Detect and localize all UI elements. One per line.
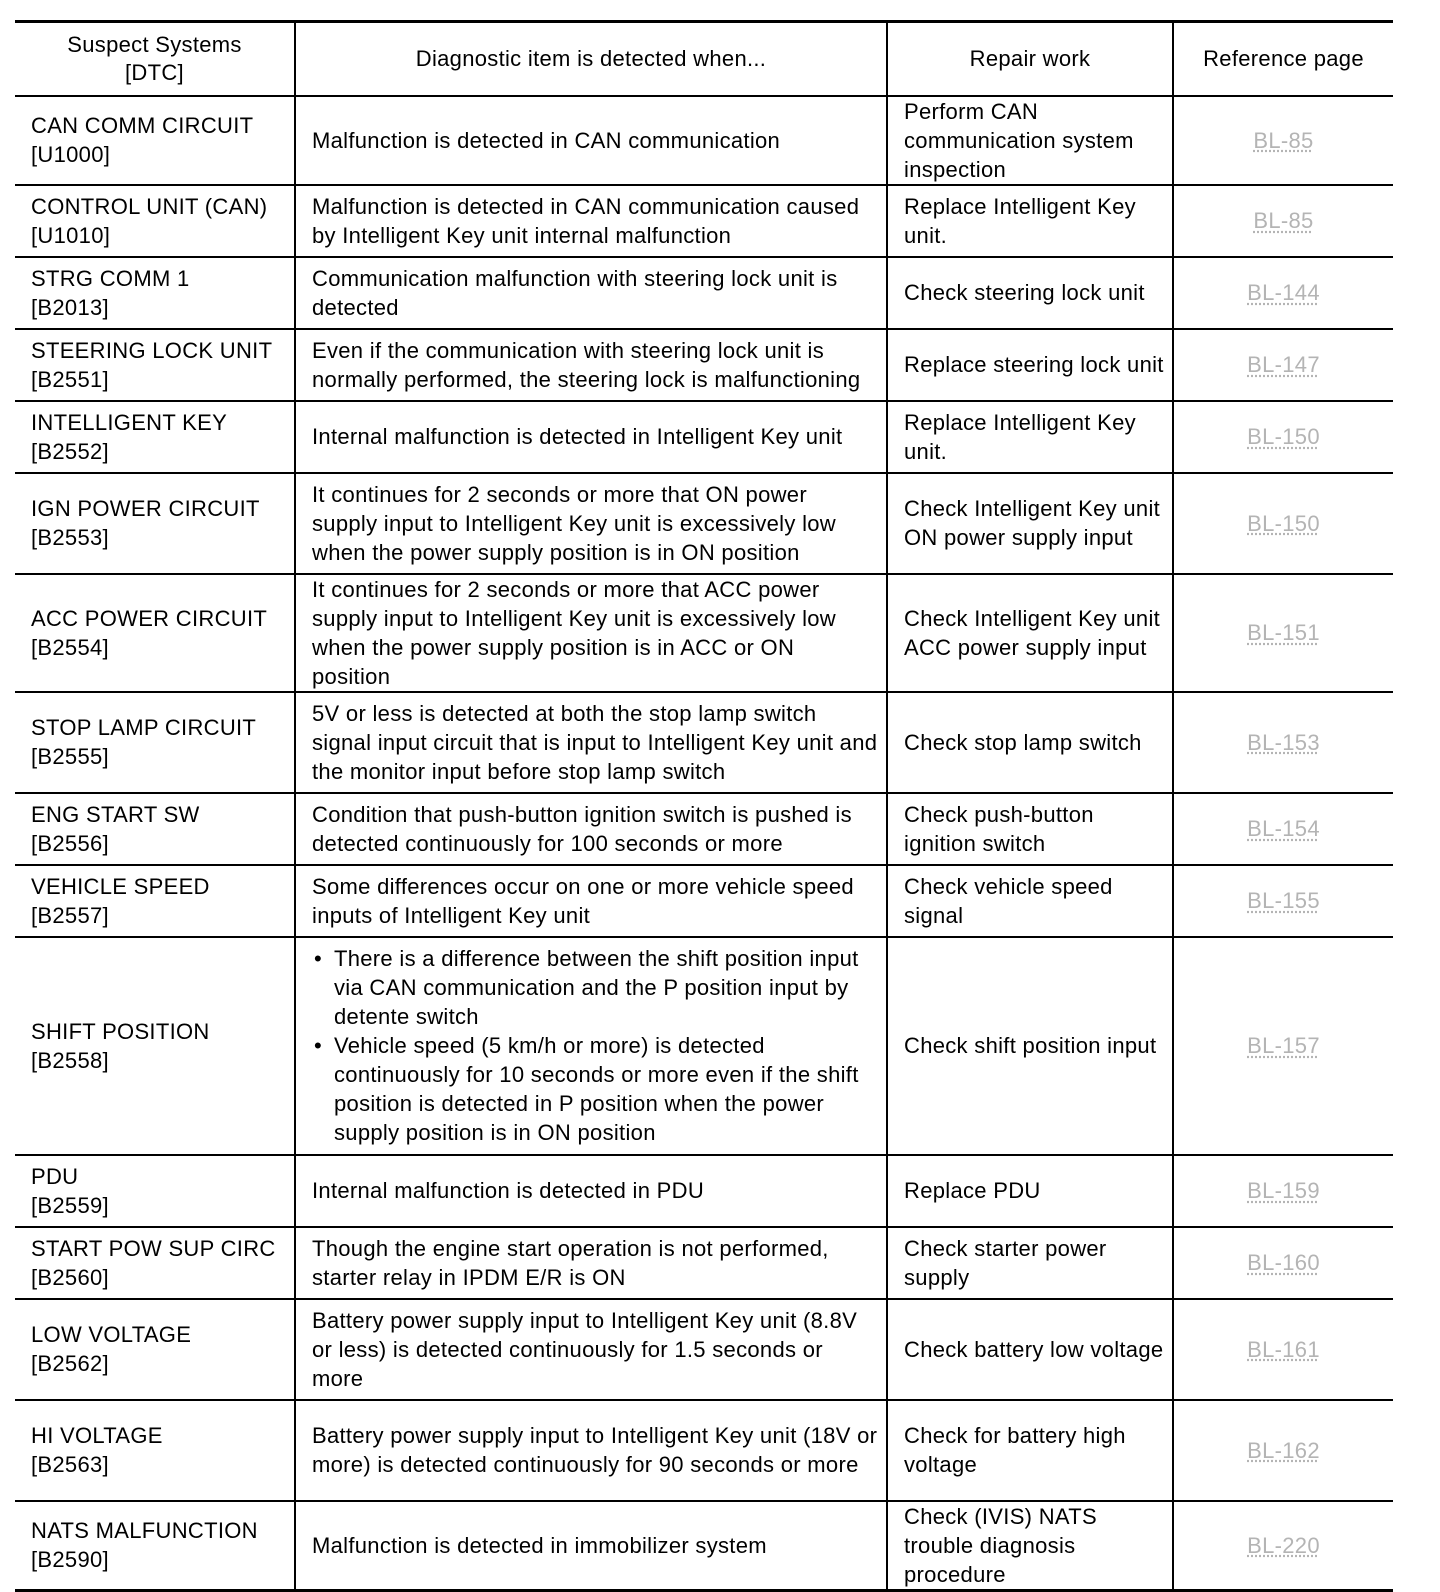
diagnostic-bullet-item: • There is a difference between the shift position input via CAN communication and the P position input by detente switch [312, 944, 878, 1031]
cell-repair-work: Check stop lamp switch [887, 692, 1173, 793]
cell-reference-page [1173, 1227, 1393, 1299]
header-reference-page: Reference page [1173, 22, 1393, 96]
system-name: ACC POWER CIRCUIT [31, 605, 268, 631]
cell-reference-page [1173, 473, 1393, 574]
table-row [15, 1501, 1393, 1591]
system-name: STRG COMM 1 [31, 265, 190, 291]
diagnostic-bullet-item: • Vehicle speed (5 km/h or more) is detected continuously for 10 seconds or more even if the shift position is detected in P position when the power supply position is in ON position [312, 1031, 878, 1147]
cell-reference-page [1173, 937, 1393, 1155]
cell-reference-page [1173, 1501, 1393, 1591]
reference-page-link[interactable]: BL-162 [1247, 1437, 1320, 1463]
header-row [15, 22, 1393, 96]
dtc-code: [B2013] [31, 294, 109, 320]
cell-repair-work: Replace Intelligent Key unit. [887, 401, 1173, 473]
cell-reference-page [1173, 185, 1393, 257]
cell-reference-page [1173, 96, 1393, 185]
cell-suspect-system [15, 401, 295, 473]
reference-page-link[interactable]: BL-155 [1247, 888, 1320, 913]
table-row [15, 401, 1393, 473]
dtc-code: [B2557] [31, 902, 109, 928]
system-name: SHIFT POSITION [31, 1018, 210, 1044]
system-name: IGN POWER CIRCUIT [31, 496, 260, 521]
header-repair-work: Repair work [887, 22, 1173, 96]
system-name: STEERING LOCK UNIT [31, 337, 273, 363]
cell-suspect-system [15, 96, 295, 185]
cell-suspect-system [15, 692, 295, 793]
table-row [15, 1227, 1393, 1299]
table-row [15, 1155, 1393, 1227]
reference-page-link[interactable]: BL-150 [1247, 510, 1320, 536]
cell-reference-page [1173, 401, 1393, 473]
reference-page-link[interactable]: BL-161 [1247, 1336, 1320, 1362]
cell-repair-work: Check battery low voltage [887, 1299, 1173, 1400]
cell-suspect-system [15, 1400, 295, 1501]
header-diagnostic-item: Diagnostic item is detected when... [295, 22, 887, 96]
reference-page-link[interactable]: BL-157 [1247, 1033, 1320, 1058]
dtc-code: [B2555] [31, 744, 109, 769]
cell-diagnostic-item: Battery power supply input to Intelligent Key unit (8.8V or less) is detected continuously for 1.5 seconds or more [295, 1299, 887, 1400]
cell-suspect-system [15, 937, 295, 1155]
cell-reference-page [1173, 1155, 1393, 1227]
dtc-code: [B2552] [31, 438, 109, 464]
reference-page-link[interactable]: BL-154 [1247, 816, 1320, 841]
cell-reference-page [1173, 574, 1393, 692]
cell-diagnostic-item: It continues for 2 seconds or more that ACC power supply input to Intelligent Key unit is excessively low when the power supply position is in ACC or ON position [295, 574, 887, 692]
system-name: HI VOLTAGE [31, 1423, 163, 1448]
cell-repair-work: Check Intelligent Key unit ON power supply input [887, 473, 1173, 574]
cell-diagnostic-item: Communication malfunction with steering lock unit is detected [295, 257, 887, 329]
cell-reference-page [1173, 1400, 1393, 1501]
cell-suspect-system [15, 865, 295, 937]
cell-diagnostic-item: Though the engine start operation is not performed, starter relay in IPDM E/R is ON [295, 1227, 887, 1299]
table-header [15, 22, 1393, 96]
cell-repair-work: Perform CAN communication system inspection [887, 96, 1173, 185]
cell-reference-page [1173, 692, 1393, 793]
reference-page-link[interactable]: BL-144 [1247, 280, 1320, 305]
table-body [15, 96, 1393, 1591]
cell-repair-work: Check shift position input [887, 937, 1173, 1155]
dtc-code: [B2558] [31, 1047, 109, 1073]
reference-page-link[interactable]: BL-160 [1247, 1250, 1320, 1275]
dtc-code: [B2563] [31, 1452, 109, 1477]
cell-diagnostic-item: Malfunction is detected in CAN communication [295, 96, 887, 185]
cell-diagnostic-item: Condition that push-button ignition switch is pushed is detected continuously for 100 seconds or more [295, 793, 887, 865]
system-name: VEHICLE SPEED [31, 873, 210, 899]
dtc-code: [B2551] [31, 366, 109, 392]
cell-suspect-system [15, 329, 295, 401]
dtc-code: [B2560] [31, 1264, 109, 1290]
cell-reference-page [1173, 793, 1393, 865]
dtc-code: [B2556] [31, 830, 109, 856]
table-row [15, 1400, 1393, 1501]
table-row [15, 937, 1393, 1155]
table-row [15, 574, 1393, 692]
dtc-code: [U1000] [31, 142, 111, 167]
cell-suspect-system [15, 1227, 295, 1299]
cell-diagnostic-item: Even if the communication with steering lock unit is normally performed, the steering lock is malfunctioning [295, 329, 887, 401]
system-name: ENG START SW [31, 801, 200, 827]
dtc-code: [B2562] [31, 1351, 109, 1376]
cell-diagnostic-item: Internal malfunction is detected in PDU [295, 1155, 887, 1227]
cell-reference-page [1173, 257, 1393, 329]
cell-diagnostic-item: Malfunction is detected in immobilizer system [295, 1501, 887, 1591]
cell-diagnostic-item: It continues for 2 seconds or more that ON power supply input to Intelligent Key unit is excessively low when the power supply position is in ON position [295, 473, 887, 574]
cell-repair-work: Check starter power supply [887, 1227, 1173, 1299]
cell-repair-work: Check push-button ignition switch [887, 793, 1173, 865]
reference-page-link[interactable]: BL-85 [1253, 208, 1314, 233]
cell-diagnostic-item: Battery power supply input to Intelligent Key unit (18V or more) is detected continuously for 90 seconds or more [295, 1400, 887, 1501]
cell-diagnostic-item: Malfunction is detected in CAN communication caused by Intelligent Key unit internal malfunction [295, 185, 887, 257]
dtc-code: [B2590] [31, 1547, 109, 1572]
system-name: CONTROL UNIT (CAN) [31, 193, 268, 219]
system-name: INTELLIGENT KEY [31, 409, 228, 435]
reference-page-link[interactable]: BL-147 [1247, 352, 1320, 377]
reference-page-link[interactable]: BL-85 [1253, 127, 1314, 153]
table-row [15, 96, 1393, 185]
system-name: STOP LAMP CIRCUIT [31, 715, 257, 740]
table-row [15, 185, 1393, 257]
cell-repair-work: Check steering lock unit [887, 257, 1173, 329]
cell-reference-page [1173, 1299, 1393, 1400]
cell-suspect-system [15, 185, 295, 257]
reference-page-link[interactable]: BL-159 [1247, 1178, 1320, 1203]
cell-suspect-system [15, 257, 295, 329]
system-name: LOW VOLTAGE [31, 1322, 192, 1347]
cell-suspect-system [15, 793, 295, 865]
cell-reference-page [1173, 329, 1393, 401]
dtc-code: [B2554] [31, 634, 109, 660]
reference-page-link[interactable]: BL-151 [1247, 620, 1320, 645]
cell-repair-work: Replace PDU [887, 1155, 1173, 1227]
dtc-table [15, 20, 1393, 1592]
cell-suspect-system [15, 1155, 295, 1227]
cell-suspect-system [15, 574, 295, 692]
cell-suspect-system [15, 473, 295, 574]
cell-repair-work: Check vehicle speed signal [887, 865, 1173, 937]
table-row [15, 257, 1393, 329]
table-row [15, 1299, 1393, 1400]
table-row [15, 865, 1393, 937]
cell-repair-work: Check Intelligent Key unit ACC power supply input [887, 574, 1173, 692]
cell-repair-work: Replace Intelligent Key unit. [887, 185, 1173, 257]
table-row [15, 793, 1393, 865]
dtc-code: [U1010] [31, 222, 111, 248]
system-name: PDU [31, 1163, 79, 1189]
reference-page-link[interactable]: BL-220 [1247, 1532, 1320, 1558]
cell-diagnostic-item [295, 937, 887, 1155]
system-name: CAN COMM CIRCUIT [31, 113, 254, 138]
cell-diagnostic-item: Some differences occur on one or more vehicle speed inputs of Intelligent Key unit [295, 865, 887, 937]
cell-reference-page [1173, 865, 1393, 937]
diagnostic-bullet-list [312, 944, 878, 1147]
cell-repair-work: Replace steering lock unit [887, 329, 1173, 401]
table-row [15, 329, 1393, 401]
dtc-code: [B2553] [31, 525, 109, 550]
header-suspect-systems-line1: Suspect Systems [67, 31, 242, 57]
cell-suspect-system [15, 1501, 295, 1591]
dtc-code: [B2559] [31, 1192, 109, 1218]
table-row [15, 692, 1393, 793]
cell-diagnostic-item: Internal malfunction is detected in Intelligent Key unit [295, 401, 887, 473]
reference-page-link[interactable]: BL-150 [1247, 424, 1320, 449]
system-name: START POW SUP CIRC [31, 1235, 276, 1261]
reference-page-link[interactable]: BL-153 [1247, 729, 1320, 755]
cell-diagnostic-item: 5V or less is detected at both the stop lamp switch signal input circuit that is input to Intelligent Key unit and the monitor input before stop lamp switch [295, 692, 887, 793]
cell-repair-work: Check (IVIS) NATS trouble diagnosis procedure [887, 1501, 1173, 1591]
header-suspect-systems-line2: [DTC] [125, 59, 184, 85]
system-name: NATS MALFUNCTION [31, 1518, 258, 1543]
cell-suspect-system [15, 1299, 295, 1400]
table-row [15, 473, 1393, 574]
header-suspect-systems [15, 22, 295, 96]
cell-repair-work: Check for battery high voltage [887, 1400, 1173, 1501]
